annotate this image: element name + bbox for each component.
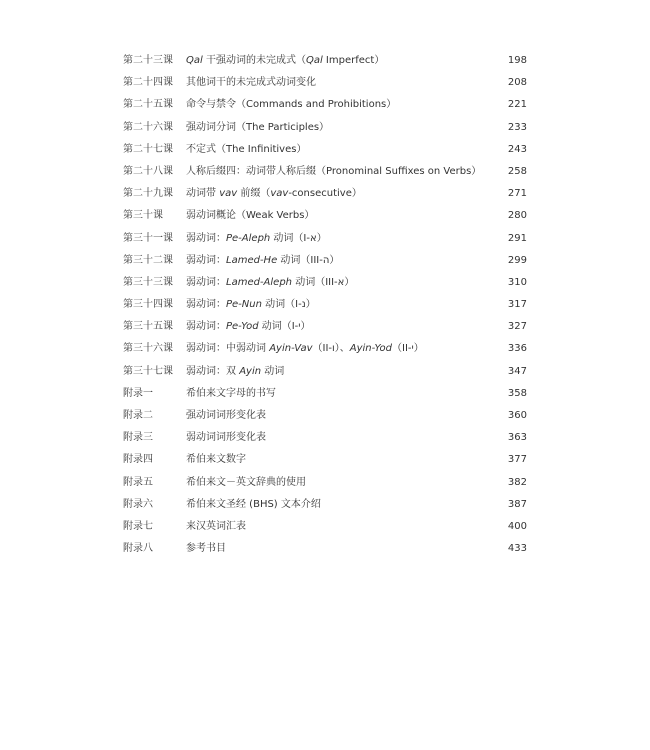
- title-text: 弱动词：: [186, 299, 226, 311]
- title-text: 动词（III-ה）: [277, 254, 340, 266]
- title-text: 弱动词：中弱动词: [186, 343, 270, 355]
- toc-entry-page-number: 387: [507, 498, 527, 510]
- toc-entry-page-number: 327: [507, 321, 527, 333]
- toc-entry: [123, 51, 527, 73]
- toc-entry: [123, 517, 527, 539]
- toc-entry-page-number: 400: [507, 520, 527, 532]
- italic-term: Ayin: [239, 365, 262, 377]
- toc-entry-label: 第三十一课: [123, 232, 173, 244]
- toc-entry-label: 附录三: [123, 432, 153, 444]
- title-text: 其他词干的未完成式动词变化: [186, 77, 316, 89]
- toc-entry: [123, 362, 527, 384]
- toc-entry-label: 第二十三课: [123, 55, 173, 66]
- title-text: 动词（I-א）: [270, 232, 327, 244]
- title-text: 命令与禁令（Commands and Prohibitions）: [186, 99, 397, 111]
- toc-entry: [123, 251, 527, 273]
- title-text: 强动词分词（The Participles）: [186, 121, 330, 133]
- toc-entry-page-number: 198: [507, 55, 527, 66]
- title-text: 动词: [261, 365, 285, 377]
- toc-entry-page-number: 347: [507, 365, 527, 377]
- title-text: 弱动词：: [186, 276, 226, 288]
- title-text: 动词（I-נ）: [261, 299, 316, 311]
- toc-entry: [123, 206, 527, 228]
- toc-entry: [123, 406, 527, 428]
- toc-entry-label: 第二十四课: [123, 77, 173, 89]
- toc-entry-label: 第三十二课: [123, 254, 173, 266]
- italic-term: Ayin-Vav: [269, 343, 313, 355]
- toc-entry-page-number: 243: [507, 143, 527, 155]
- toc-entry-page-number: 433: [507, 543, 527, 555]
- toc-entry: [123, 473, 527, 495]
- title-text: 弱动词：: [186, 254, 226, 266]
- toc-entry: [123, 339, 527, 361]
- toc-entry-page-number: 291: [507, 232, 527, 244]
- toc-entry-title: [186, 162, 481, 182]
- title-text: 人称后缀四：动词带人称后缀（Pronominal Suffixes on Verbs）: [186, 165, 482, 177]
- italic-term: vav: [219, 188, 238, 200]
- toc-entry-label: 附录七: [123, 520, 153, 532]
- toc-entry-label: 第三十课: [123, 210, 163, 222]
- title-text: 弱动词概论（Weak Verbs）: [186, 210, 315, 222]
- toc-entry-title: [186, 406, 266, 426]
- italic-term: Pe-Aleph: [226, 232, 271, 244]
- toc-entry: [123, 450, 527, 472]
- toc-entry: [123, 229, 527, 251]
- toc-entry-title: [186, 229, 327, 249]
- toc-entry-label: 第三十六课: [123, 343, 173, 355]
- toc-entry-page-number: 233: [507, 121, 527, 133]
- toc-entry-title: [186, 251, 339, 271]
- toc-entry: [123, 118, 527, 140]
- toc-entry: [123, 295, 527, 317]
- toc-entry-page-number: 221: [507, 99, 527, 111]
- toc-entry-title: [186, 384, 276, 404]
- toc-entry-label: 第二十八课: [123, 165, 173, 177]
- toc-entry-title: [186, 95, 396, 115]
- toc-entry-title: [186, 206, 314, 226]
- title-text: 来汉英词汇表: [186, 520, 246, 532]
- toc-entry-title: [186, 539, 226, 559]
- toc-entry: [123, 184, 527, 206]
- toc-entry-label: 第二十九课: [123, 188, 173, 200]
- title-text: 希伯来文字母的书写: [186, 387, 276, 399]
- title-text: 参考书目: [186, 543, 226, 555]
- title-text: 希伯来文圣经 (BHS) 文本介绍: [186, 498, 321, 510]
- toc-entry-title: [186, 517, 246, 537]
- title-text: 动词带: [186, 188, 220, 200]
- toc-entry-label: 附录六: [123, 498, 153, 510]
- italic-term: Qal: [186, 55, 203, 66]
- title-text: 希伯来文－英文辞典的使用: [186, 476, 306, 488]
- toc-entry-label: 第三十三课: [123, 276, 173, 288]
- toc-entry-label: 第二十七课: [123, 143, 173, 155]
- toc-entry-label: 第三十四课: [123, 299, 173, 311]
- toc-entry-page-number: 363: [507, 432, 527, 444]
- italic-term: Pe-Yod: [226, 321, 259, 333]
- toc-entry-label: 附录八: [123, 543, 153, 555]
- title-text: Imperfect）: [322, 55, 385, 66]
- toc-entry-title: [186, 140, 306, 160]
- toc-entry-title: [186, 450, 246, 470]
- toc-entry-page-number: 271: [507, 188, 527, 200]
- toc-entry: [123, 539, 527, 561]
- toc-entry: [123, 384, 527, 406]
- toc-entry: [123, 95, 527, 117]
- toc-entry: [123, 317, 527, 339]
- italic-term: Ayin-Yod: [349, 343, 392, 355]
- title-text: （II-ו）、: [312, 343, 350, 355]
- toc-entry-title: [186, 295, 316, 315]
- toc-entry-label: 附录五: [123, 476, 153, 488]
- toc-entry-title: [186, 473, 306, 493]
- title-text: 希伯来文数字: [186, 454, 246, 466]
- italic-term: vav: [270, 188, 289, 200]
- toc-entry: [123, 428, 527, 450]
- title-text: 不定式（The Infinitives）: [186, 143, 307, 155]
- toc-entry-page-number: 317: [507, 299, 527, 311]
- toc-entry-title: [186, 339, 424, 359]
- toc-entry-page-number: 358: [507, 387, 527, 399]
- title-text: 弱动词：双: [186, 365, 240, 377]
- toc-entry-title: [186, 428, 266, 448]
- toc-entry: [123, 73, 527, 95]
- italic-term: Pe-Nun: [226, 299, 262, 311]
- title-text: 干强动词的未完成式（: [202, 55, 306, 66]
- title-text: 弱动词词形变化表: [186, 432, 266, 444]
- toc-entry-page-number: 208: [507, 77, 527, 89]
- toc-entry: [123, 495, 527, 517]
- toc-entry-page-number: 360: [507, 410, 527, 421]
- title-text: （II-י）: [392, 343, 424, 355]
- table-of-contents: [123, 51, 527, 561]
- title-text: 动词（I-י）: [258, 321, 311, 333]
- italic-term: Lamed-Aleph: [226, 276, 293, 288]
- toc-entry-page-number: 299: [507, 254, 527, 266]
- toc-entry-title: [186, 495, 321, 515]
- toc-entry-label: 附录一: [123, 387, 153, 399]
- toc-entry-label: 第三十七课: [123, 365, 173, 377]
- toc-entry-title: [186, 317, 311, 337]
- toc-entry-title: [186, 273, 354, 293]
- toc-entry-title: [186, 118, 329, 138]
- toc-entry-page-number: 336: [507, 343, 527, 355]
- toc-entry-label: 附录二: [123, 410, 153, 421]
- toc-entry: [123, 140, 527, 162]
- toc-entry-title: [186, 362, 284, 382]
- italic-term: Qal: [305, 55, 323, 66]
- toc-entry-page-number: 377: [507, 454, 527, 466]
- title-text: 弱动词：: [186, 232, 226, 244]
- toc-entry-label: 第二十五课: [123, 99, 173, 111]
- italic-term: Lamed-He: [226, 254, 278, 266]
- toc-entry-title: [186, 73, 316, 93]
- title-text: -consecutive）: [288, 188, 362, 200]
- toc-entry: [123, 273, 527, 295]
- title-text: 动词（III-א）: [292, 276, 355, 288]
- toc-entry-page-number: 382: [507, 476, 527, 488]
- toc-entry-label: 第三十五课: [123, 321, 173, 333]
- toc-entry-page-number: 258: [507, 165, 527, 177]
- toc-entry-page-number: 280: [507, 210, 527, 222]
- toc-entry-title: [186, 51, 384, 71]
- toc-entry-label: 第二十六课: [123, 121, 173, 133]
- toc-entry: [123, 162, 527, 184]
- toc-entry-label: 附录四: [123, 454, 153, 466]
- title-text: 弱动词：: [186, 321, 226, 333]
- toc-entry-page-number: 310: [507, 276, 527, 288]
- toc-entry-title: [186, 184, 362, 204]
- title-text: 强动词词形变化表: [186, 410, 266, 421]
- title-text: 前缀（: [237, 188, 271, 200]
